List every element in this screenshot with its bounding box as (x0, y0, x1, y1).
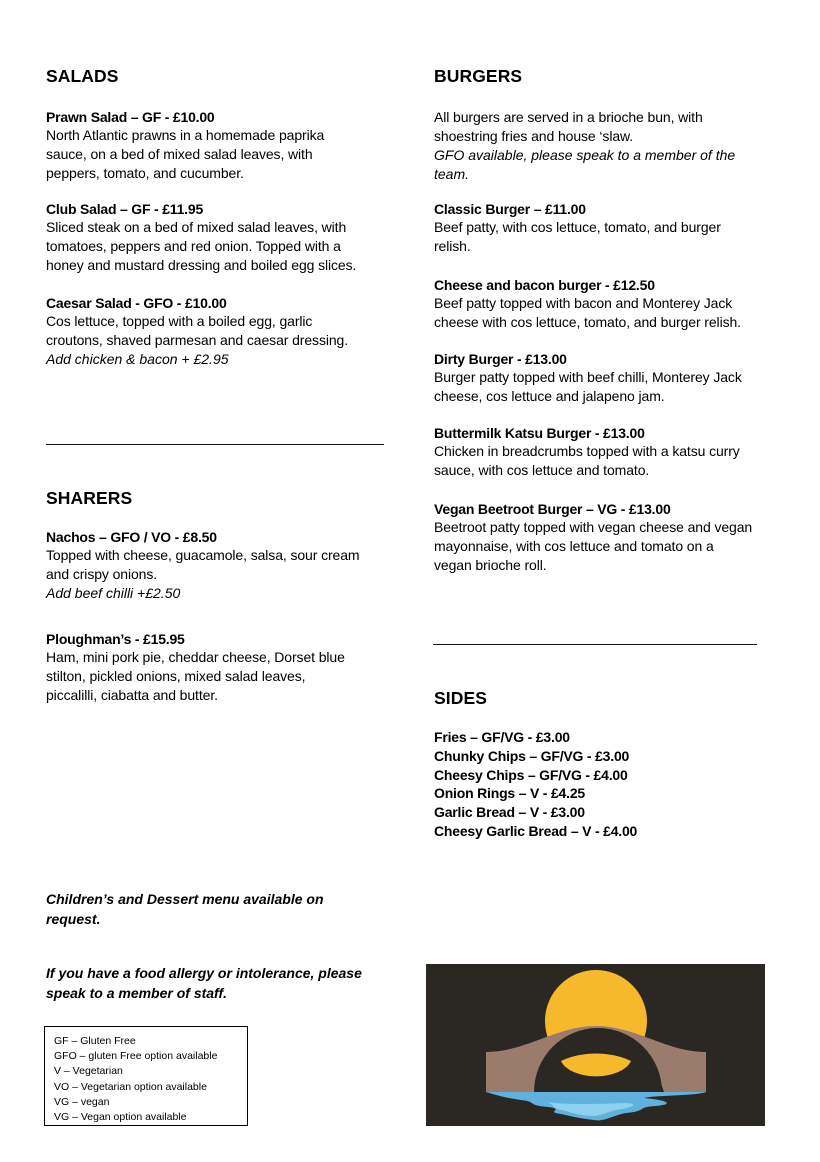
section-divider (46, 444, 384, 445)
side-item: Fries – GF/VG - £3.00 (434, 729, 570, 745)
side-item: Cheesy Garlic Bread – V - £4.00 (434, 822, 638, 839)
intro-note-line: GFO available, please speak to a member of the (434, 147, 736, 163)
item-desc-line: vegan brioche roll. (434, 557, 547, 573)
sharers-heading: SHARERS (46, 488, 133, 508)
item-title: Vegan Beetroot Burger – VG - £13.00 (434, 501, 671, 517)
item-desc-line: Topped with cheese, guacamole, salsa, sour cream (46, 547, 360, 563)
legend-line: VG – Vegan option available (54, 1111, 187, 1124)
item-title: Nachos – GFO / VO - £8.50 (46, 529, 217, 545)
footnote-line: request. (46, 911, 101, 927)
item-desc-line: Cos lettuce, topped with a boiled egg, garlic (46, 313, 313, 329)
sun-bridge-river-logo-icon (426, 964, 765, 1126)
item-desc-line: mayonnaise, with cos lettuce and tomato on a (434, 538, 714, 554)
menu-item-nachos (46, 528, 391, 603)
item-desc-line: stilton, pickled onions, mixed salad leaves, (46, 668, 306, 684)
intro-note-line: team. (434, 166, 470, 182)
childrens-dessert-note (46, 889, 391, 929)
item-desc-line: cheese with cos lettuce, tomato, and burger relish. (434, 314, 741, 330)
item-title: Dirty Burger - £13.00 (434, 351, 567, 367)
menu-item-caesar-salad (46, 294, 391, 369)
footnote-line: Children’s and Dessert menu available on (46, 891, 324, 907)
side-item: Cheesy Chips – GF/VG - £4.00 (434, 766, 628, 783)
item-desc-line: cheese, cos lettuce and jalapeno jam. (434, 388, 665, 404)
legend-line: GFO – gluten Free option available (54, 1050, 218, 1063)
item-title: Prawn Salad – GF - £10.00 (46, 109, 215, 125)
item-desc-line: Ham, mini pork pie, cheddar cheese, Dorset blue (46, 649, 345, 665)
item-desc-line: honey and mustard dressing and boiled egg slices. (46, 257, 357, 273)
intro-line: shoestring fries and house ‘slaw. (434, 128, 634, 144)
item-desc-line: Sliced steak on a bed of mixed salad leaves, with (46, 219, 347, 235)
legend-line: V – Vegetarian (54, 1065, 123, 1078)
allergy-note (46, 963, 391, 1003)
item-desc-line: Chicken in breadcrumbs topped with a katsu curry (434, 443, 740, 459)
item-title: Buttermilk Katsu Burger - £13.00 (434, 425, 645, 441)
item-desc-line: relish. (434, 238, 471, 254)
burgers-intro (434, 108, 779, 184)
item-desc-line: peppers, tomato, and cucumber. (46, 165, 244, 181)
side-item: Chunky Chips – GF/VG - £3.00 (434, 747, 630, 764)
footnote-line: speak to a member of staff. (46, 985, 228, 1001)
menu-item-katsu-burger (434, 424, 779, 480)
menu-item-cheese-bacon-burger (434, 276, 779, 332)
item-title: Caesar Salad - GFO - £10.00 (46, 295, 227, 311)
burgers-heading: BURGERS (434, 66, 523, 86)
item-desc-line: North Atlantic prawns in a homemade paprika (46, 127, 325, 143)
section-divider (433, 644, 757, 645)
legend-line: VO – Vegetarian option available (54, 1080, 207, 1093)
menu-item-ploughmans (46, 630, 391, 705)
item-desc-line: and crispy onions. (46, 566, 158, 582)
item-title: Classic Burger – £11.00 (434, 201, 586, 217)
footnote-line: If you have a food allergy or intolerance, please (46, 965, 362, 981)
menu-item-vegan-beetroot-burger (434, 500, 779, 575)
dietary-legend (44, 1026, 248, 1126)
menu-item-prawn-salad (46, 108, 391, 183)
item-addon-note: Add beef chilli +£2.50 (46, 585, 181, 601)
item-desc-line: piccalilli, ciabatta and butter. (46, 687, 218, 703)
item-desc-line: Beef patty topped with bacon and Monterey Jack (434, 295, 733, 311)
item-desc-line: Burger patty topped with beef chilli, Monterey Jack (434, 369, 742, 385)
sides-heading: SIDES (434, 688, 488, 708)
sides-list (434, 728, 779, 841)
menu-item-classic-burger (434, 200, 779, 256)
side-item: Garlic Bread – V - £3.00 (434, 804, 585, 821)
item-title: Ploughman’s - £15.95 (46, 631, 185, 647)
item-desc-line: Beetroot patty topped with vegan cheese and vegan (434, 519, 753, 535)
legend-line: GF – Gluten Free (54, 1035, 136, 1047)
item-title: Club Salad – GF - £11.95 (46, 201, 204, 217)
intro-line: All burgers are served in a brioche bun, with (434, 109, 703, 125)
item-desc-line: Beef patty, with cos lettuce, tomato, and burger (434, 219, 721, 235)
item-desc-line: tomatoes, peppers and red onion. Topped with a (46, 238, 341, 254)
menu-item-club-salad (46, 200, 391, 275)
item-desc-line: sauce, on a bed of mixed salad leaves, with (46, 146, 313, 162)
menu-item-dirty-burger (434, 350, 779, 406)
legend-line: VG – vegan (54, 1095, 110, 1108)
salads-heading: SALADS (46, 66, 119, 86)
item-title: Cheese and bacon burger - £12.50 (434, 277, 655, 293)
item-addon-note: Add chicken & bacon + £2.95 (46, 351, 229, 367)
side-item: Onion Rings – V - £4.25 (434, 785, 585, 802)
item-desc-line: sauce, with cos lettuce and tomato. (434, 462, 650, 478)
item-desc-line: croutons, shaved parmesan and caesar dressing. (46, 332, 349, 348)
